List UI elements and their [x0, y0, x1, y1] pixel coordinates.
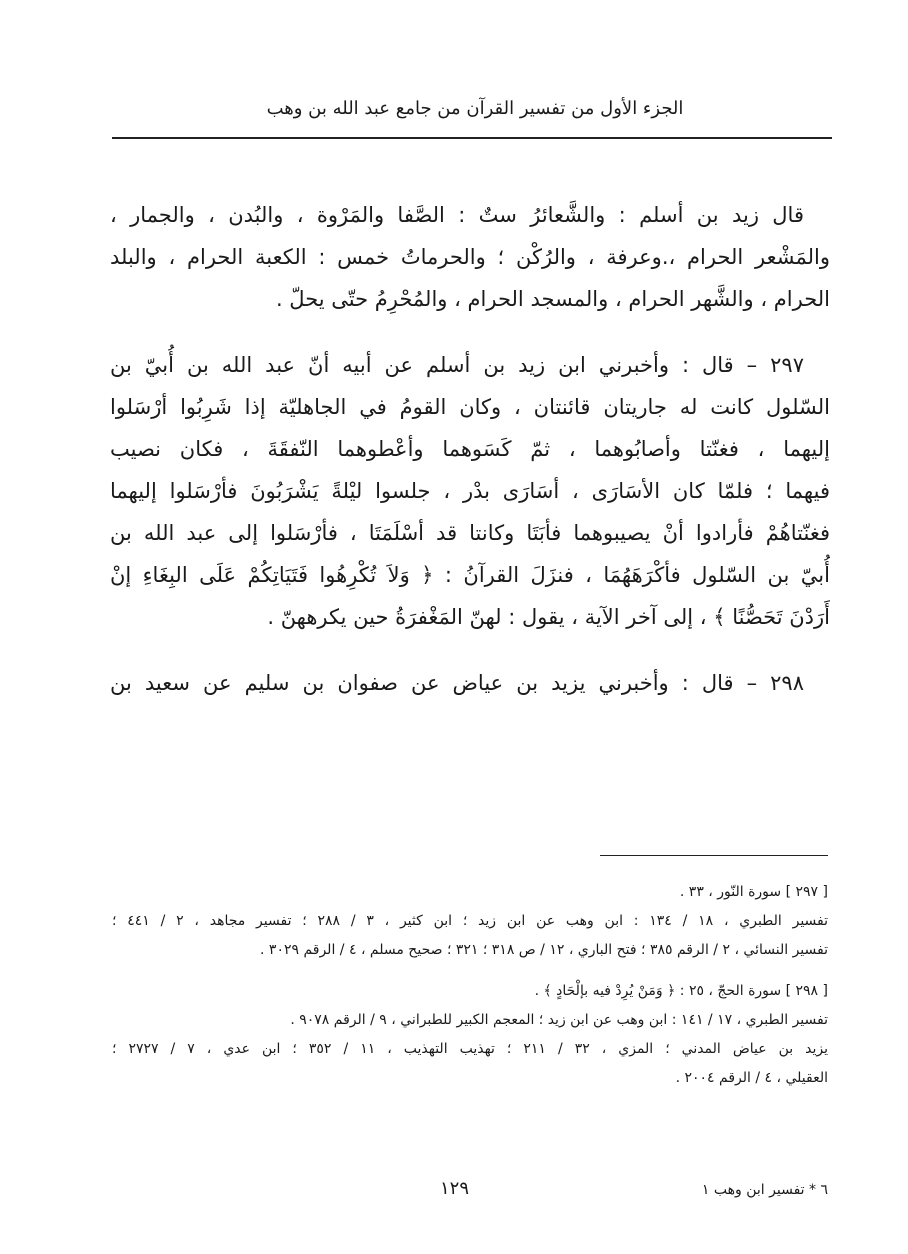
text-line: فغنّتاهُمْ فأرادوا أنْ يصيبوهما فأبَتَا وكانتا قد أسْلَمَتَا ، فأرْسَلوا إلى عبد الله بن [110, 521, 830, 545]
text-line: إليهما ، فغنّتا وأصابُوهما ، ثمّ كَسَوهما وأعْطوهما النّفقَةَ ، فكان نصيب [110, 437, 830, 461]
text-line: الحرام ، والشَّهر الحرام ، والمسجد الحرام ، والمُحْرِمُ حتّى يحلّ . [275, 287, 830, 311]
signature-mark: ٦ * تفسير ابن وهب ١ [701, 1182, 828, 1198]
text-line: أُبيّ بن السّلول فأكْرَهَهُمَا ، فنزَلَ القرآنُ : ﴿ وَلاَ تُكْرِهُوا فَتَيَاتِكُمْ عَلَى البِغَاءِ إنْ [110, 563, 830, 587]
text-line: أَرَدْنَ تَحَصُّنًا ﴾ ، إلى آخر الآية ، يقول : لهنّ المَغْفرَةُ حين يكرههنّ . [267, 605, 830, 629]
footnote-line: [ ٢٩٧ ] سورة النّور ، ٣٣ . [679, 884, 828, 900]
text-line: ٢٩٨ – قال : وأخبرني يزيد بن عياض عن صفوان بن سليم عن سعيد بن [110, 671, 804, 695]
page-number: ١٢٩ [440, 1178, 470, 1199]
text-line: ٢٩٧ – قال : وأخبرني ابن زيد بن أسلم عن أبيه أنّ عبد الله بن أُبيّ بن [110, 353, 804, 377]
footnote-297 [112, 878, 828, 965]
footnote-rule [600, 855, 828, 856]
footnote-line: تفسير النسائي ، ٢ / الرقم ٣٨٥ ؛ فتح الباري ، ١٢ / ص ٣١٨ ؛ ٣٢١ ؛ صحيح مسلم ، ٤ / الرقم ٣٠٢٩ . [260, 942, 828, 958]
footnote-298 [112, 977, 828, 1093]
footnote-line: تفسير الطبري ، ١٨ / ١٣٤ : ابن وهب عن ابن زيد ؛ ابن كثير ، ٣ / ٢٨٨ ؛ تفسير مجاهد ، ٢ / ٤٤١ ؛ [112, 913, 828, 929]
footnote-line: العقيلي ، ٤ / الرقم ٢٠٠٤ . [675, 1070, 828, 1086]
text-line: والمَشْعر الحرام ،.وعرفة ، والرُكْن ؛ والحرماتُ خمس : الكعبة الحرام ، والبلد [110, 245, 830, 269]
text-line: فيهما ؛ فلمّا كان الأسَارَى ، أسَارَى بدْر ، جلسوا ليْلةً يَشْرَبُونَ فأرْسَلوا إليهما [110, 479, 830, 503]
text-line: السّلول كانت له جاريتان قائنتان ، وكان القومُ في الجاهليّة إذا شَرِبُوا أرْسَلوا [110, 395, 830, 419]
footnote-line: تفسير الطبري ، ١٧ / ١٤١ : ابن وهب عن ابن زيد ؛ المعجم الكبير للطبراني ، ٩ / الرقم ٩٠٧٨ . [290, 1012, 828, 1028]
paragraph-297 [110, 344, 830, 638]
paragraph-zayd [110, 194, 830, 320]
paragraph-298 [110, 662, 830, 704]
running-header: الجزء الأول من تفسير القرآن من جامع عبد الله بن وهب [266, 98, 684, 119]
main-text [110, 194, 830, 728]
header-rule [112, 137, 832, 139]
footnotes [112, 878, 828, 1105]
footnote-line: [ ٢٩٨ ] سورة الحجّ ، ٢٥ : ﴿ وَمَنْ يُرِدْ فيه بإلْحَادٍ ﴾ . [534, 983, 828, 999]
text-line: قال زيد بن أسلم : والشَّعائرُ ستٌ : الصَّفا والمَرْوة ، والبُدن ، والجمار ، [110, 203, 804, 227]
footnote-line: يزيد بن عياض المدني ؛ المزي ، ٣٢ / ٢١١ ؛ تهذيب التهذيب ، ١١ / ٣٥٢ ؛ ابن عدي ، ٧ / ٢٧٢٧ ؛ [112, 1041, 828, 1057]
